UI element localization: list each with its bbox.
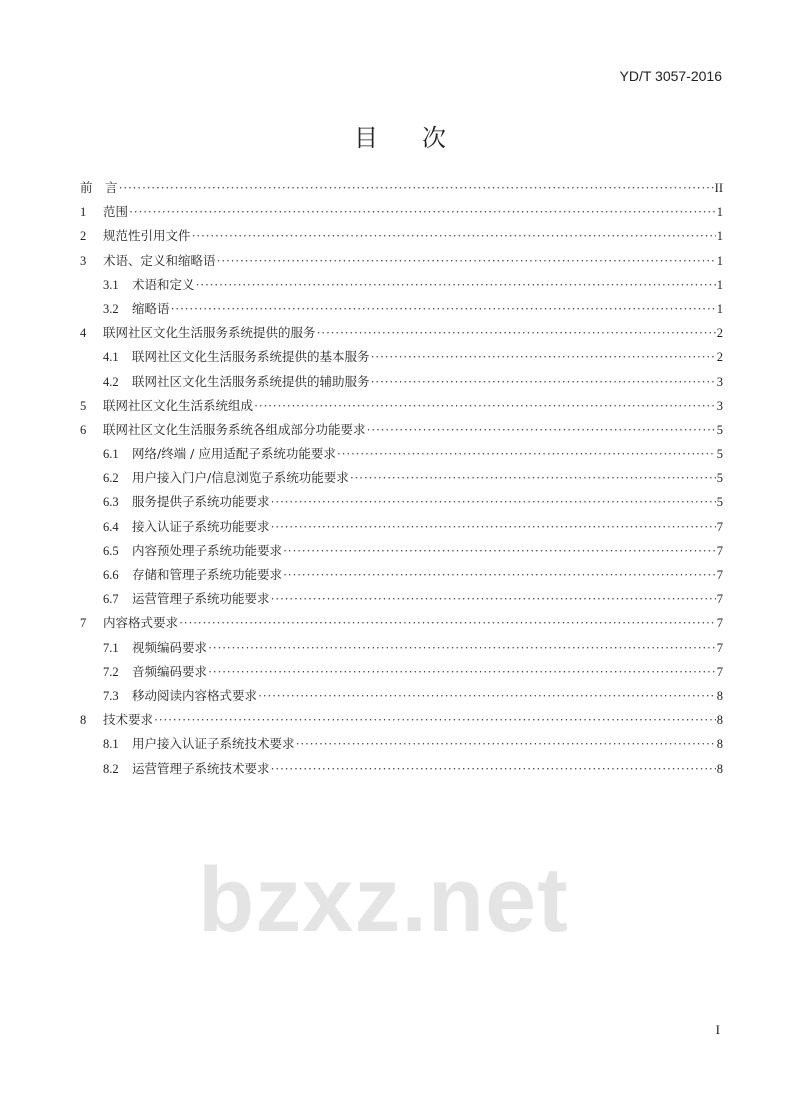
toc-entry-label: 服务提供子系统功能要求 — [132, 494, 270, 510]
toc-entry-label: 联网社区文化生活服务系统提供的基本服务 — [132, 349, 370, 365]
toc-entry-number: 6.5 — [103, 543, 119, 558]
toc-entry-page: 1 — [716, 229, 723, 244]
toc-entry[interactable] — [80, 418, 723, 442]
toc-entry-label: 移动阅读内容格式要求 — [132, 687, 258, 703]
toc-entry[interactable] — [80, 636, 723, 660]
toc-entry-page: 7 — [716, 640, 723, 655]
toc-entry-page: 5 — [716, 447, 723, 462]
leader-dots — [129, 200, 716, 224]
toc-entry-label: 缩略语 — [132, 300, 170, 316]
toc-entry-label: 规范性引用文件 — [103, 228, 191, 244]
toc-entry-number: 3.1 — [103, 277, 119, 292]
toc-entry-label: 前 言 — [80, 180, 118, 195]
toc-entry-page: 7 — [716, 592, 723, 607]
toc-entry-page: 1 — [716, 205, 723, 220]
page-number: I — [715, 1022, 720, 1037]
toc-entry[interactable] — [80, 539, 723, 563]
toc-entry-label: 联网社区文化生活服务系统提供的辅助服务 — [132, 373, 370, 389]
leader-dots — [179, 611, 716, 635]
leader-dots — [217, 249, 716, 273]
toc-entry[interactable] — [80, 249, 723, 273]
leader-dots — [350, 466, 716, 490]
toc-entry-number: 6.7 — [103, 592, 119, 607]
toc-entry-number: 8.1 — [103, 737, 119, 752]
toc-entry-label: 用户接入认证子系统技术要求 — [132, 736, 295, 752]
toc-entry-label: 技术要求 — [103, 712, 154, 728]
toc-entry-label: 用户接入门户/信息浏览子系统功能要求 — [132, 470, 349, 486]
toc-entry-page: 2 — [716, 350, 723, 365]
leader-dots — [254, 394, 716, 418]
toc-entry-number: 4.2 — [103, 374, 119, 389]
title-char: 次 — [422, 124, 446, 152]
toc-entry[interactable] — [80, 660, 723, 684]
toc-entry-number: 6 — [80, 422, 87, 437]
toc-entry[interactable] — [80, 684, 723, 708]
toc-entry[interactable] — [80, 466, 723, 490]
toc-entry-page: 1 — [716, 277, 723, 292]
toc-entry-page: 5 — [716, 471, 723, 486]
leader-dots — [371, 345, 716, 369]
toc-entry-number: 6.1 — [103, 447, 119, 462]
toc-entry[interactable] — [80, 611, 723, 635]
toc-entry[interactable] — [80, 708, 723, 732]
toc-entry-number: 6.6 — [103, 568, 119, 582]
toc-entry-label: 术语和定义 — [132, 276, 195, 292]
toc-entry-number: 2 — [80, 229, 87, 244]
toc-entry-number: 5 — [80, 398, 87, 413]
toc-entry-number: 4 — [80, 326, 87, 341]
leader-dots — [196, 273, 716, 297]
toc-entry-page: 8 — [716, 688, 723, 703]
toc-entry-number: 8 — [80, 713, 87, 728]
toc-entry-label: 术语、定义和缩略语 — [103, 252, 216, 268]
toc-entry[interactable] — [80, 442, 723, 466]
watermark: bzxz.net — [198, 849, 569, 951]
toc-entry-label: 音频编码要求 — [132, 663, 208, 679]
leader-dots — [283, 539, 716, 563]
toc-entry-page: 7 — [716, 568, 723, 582]
toc-entry-label: 联网社区文化生活系统组成 — [103, 397, 254, 413]
toc-entry[interactable] — [80, 200, 723, 224]
toc-entry-page: 3 — [716, 374, 723, 389]
toc-entry-page: II — [714, 181, 723, 195]
toc-entry-page: 7 — [716, 616, 723, 631]
toc-entry[interactable] — [80, 757, 723, 781]
toc-entry[interactable] — [80, 563, 723, 587]
toc-entry-page: 8 — [716, 737, 723, 752]
toc-entry-number: 7 — [80, 616, 87, 631]
toc-entry-page: 1 — [716, 253, 723, 268]
toc-entry-number: 1 — [80, 205, 87, 220]
toc-entry-label: 内容格式要求 — [103, 615, 179, 631]
toc-entry-number: 7.2 — [103, 664, 119, 679]
leader-dots — [208, 660, 716, 684]
leader-dots — [271, 490, 716, 514]
toc-entry[interactable] — [80, 515, 723, 539]
leader-dots — [271, 587, 716, 611]
leader-dots — [171, 297, 716, 321]
toc-entry-label: 联网社区文化生活服务系统提供的服务 — [103, 325, 316, 341]
toc-entry[interactable] — [80, 370, 723, 394]
toc-entry-number: 6.3 — [103, 495, 119, 510]
toc-entry-label: 范围 — [103, 204, 129, 220]
leader-dots — [283, 563, 716, 587]
toc-entry-page: 5 — [716, 422, 723, 437]
toc-entry-page: 7 — [716, 519, 723, 534]
table-of-contents — [80, 176, 723, 781]
toc-entry-number: 8.2 — [103, 761, 119, 776]
toc-entry-label: 运营管理子系统技术要求 — [132, 760, 270, 776]
toc-entry-number: 4.1 — [103, 350, 119, 365]
leader-dots — [192, 224, 716, 248]
toc-entry-number: 6.2 — [103, 471, 119, 486]
toc-entry-page: 1 — [716, 301, 723, 316]
toc-entry[interactable] — [80, 587, 723, 611]
toc-entry-number: 7.1 — [103, 640, 119, 655]
toc-entry-label: 存储和管理子系统功能要求 — [132, 567, 283, 582]
toc-entry[interactable] — [80, 297, 723, 321]
toc-entry-label: 网络/终端 / 应用适配子系统功能要求 — [132, 446, 336, 462]
toc-entry[interactable] — [80, 490, 723, 514]
toc-entry[interactable] — [80, 345, 723, 369]
toc-entry-label: 视频编码要求 — [132, 639, 208, 655]
leader-dots — [317, 321, 716, 345]
leader-dots — [271, 757, 716, 781]
page-title — [0, 118, 800, 153]
toc-entry[interactable] — [80, 321, 723, 345]
toc-entry-number: 3 — [80, 253, 87, 268]
toc-entry-number: 3.2 — [103, 301, 119, 316]
toc-entry-label: 运营管理子系统功能要求 — [132, 591, 270, 607]
toc-entry-page: 8 — [716, 713, 723, 728]
leader-dots — [258, 684, 716, 708]
toc-entry[interactable] — [80, 394, 723, 418]
toc-entry-page: 7 — [716, 543, 723, 558]
toc-entry[interactable] — [80, 224, 723, 248]
toc-entry-label: 内容预处理子系统功能要求 — [132, 542, 283, 558]
leader-dots — [119, 176, 714, 200]
leader-dots — [271, 515, 716, 539]
leader-dots — [371, 370, 716, 394]
leader-dots — [208, 636, 716, 660]
leader-dots — [154, 708, 716, 732]
leader-dots — [296, 732, 716, 756]
toc-entry-page: 5 — [716, 495, 723, 510]
toc-entry[interactable] — [80, 732, 723, 756]
toc-entry-number: 6.4 — [103, 519, 119, 534]
leader-dots — [367, 418, 716, 442]
toc-entry[interactable] — [80, 176, 723, 200]
toc-entry[interactable] — [80, 273, 723, 297]
toc-entry-page: 7 — [716, 664, 723, 679]
toc-entry-label: 接入认证子系统功能要求 — [132, 518, 270, 534]
leader-dots — [337, 442, 716, 466]
toc-entry-number: 7.3 — [103, 688, 119, 703]
toc-entry-page: 3 — [716, 398, 723, 413]
toc-entry-label: 联网社区文化生活服务系统各组成部分功能要求 — [103, 421, 366, 437]
title-char: 目 — [354, 124, 378, 152]
toc-entry-page: 2 — [716, 326, 723, 341]
toc-entry-page: 8 — [716, 761, 723, 776]
standard-number: YD/T 3057-2016 — [619, 68, 722, 84]
